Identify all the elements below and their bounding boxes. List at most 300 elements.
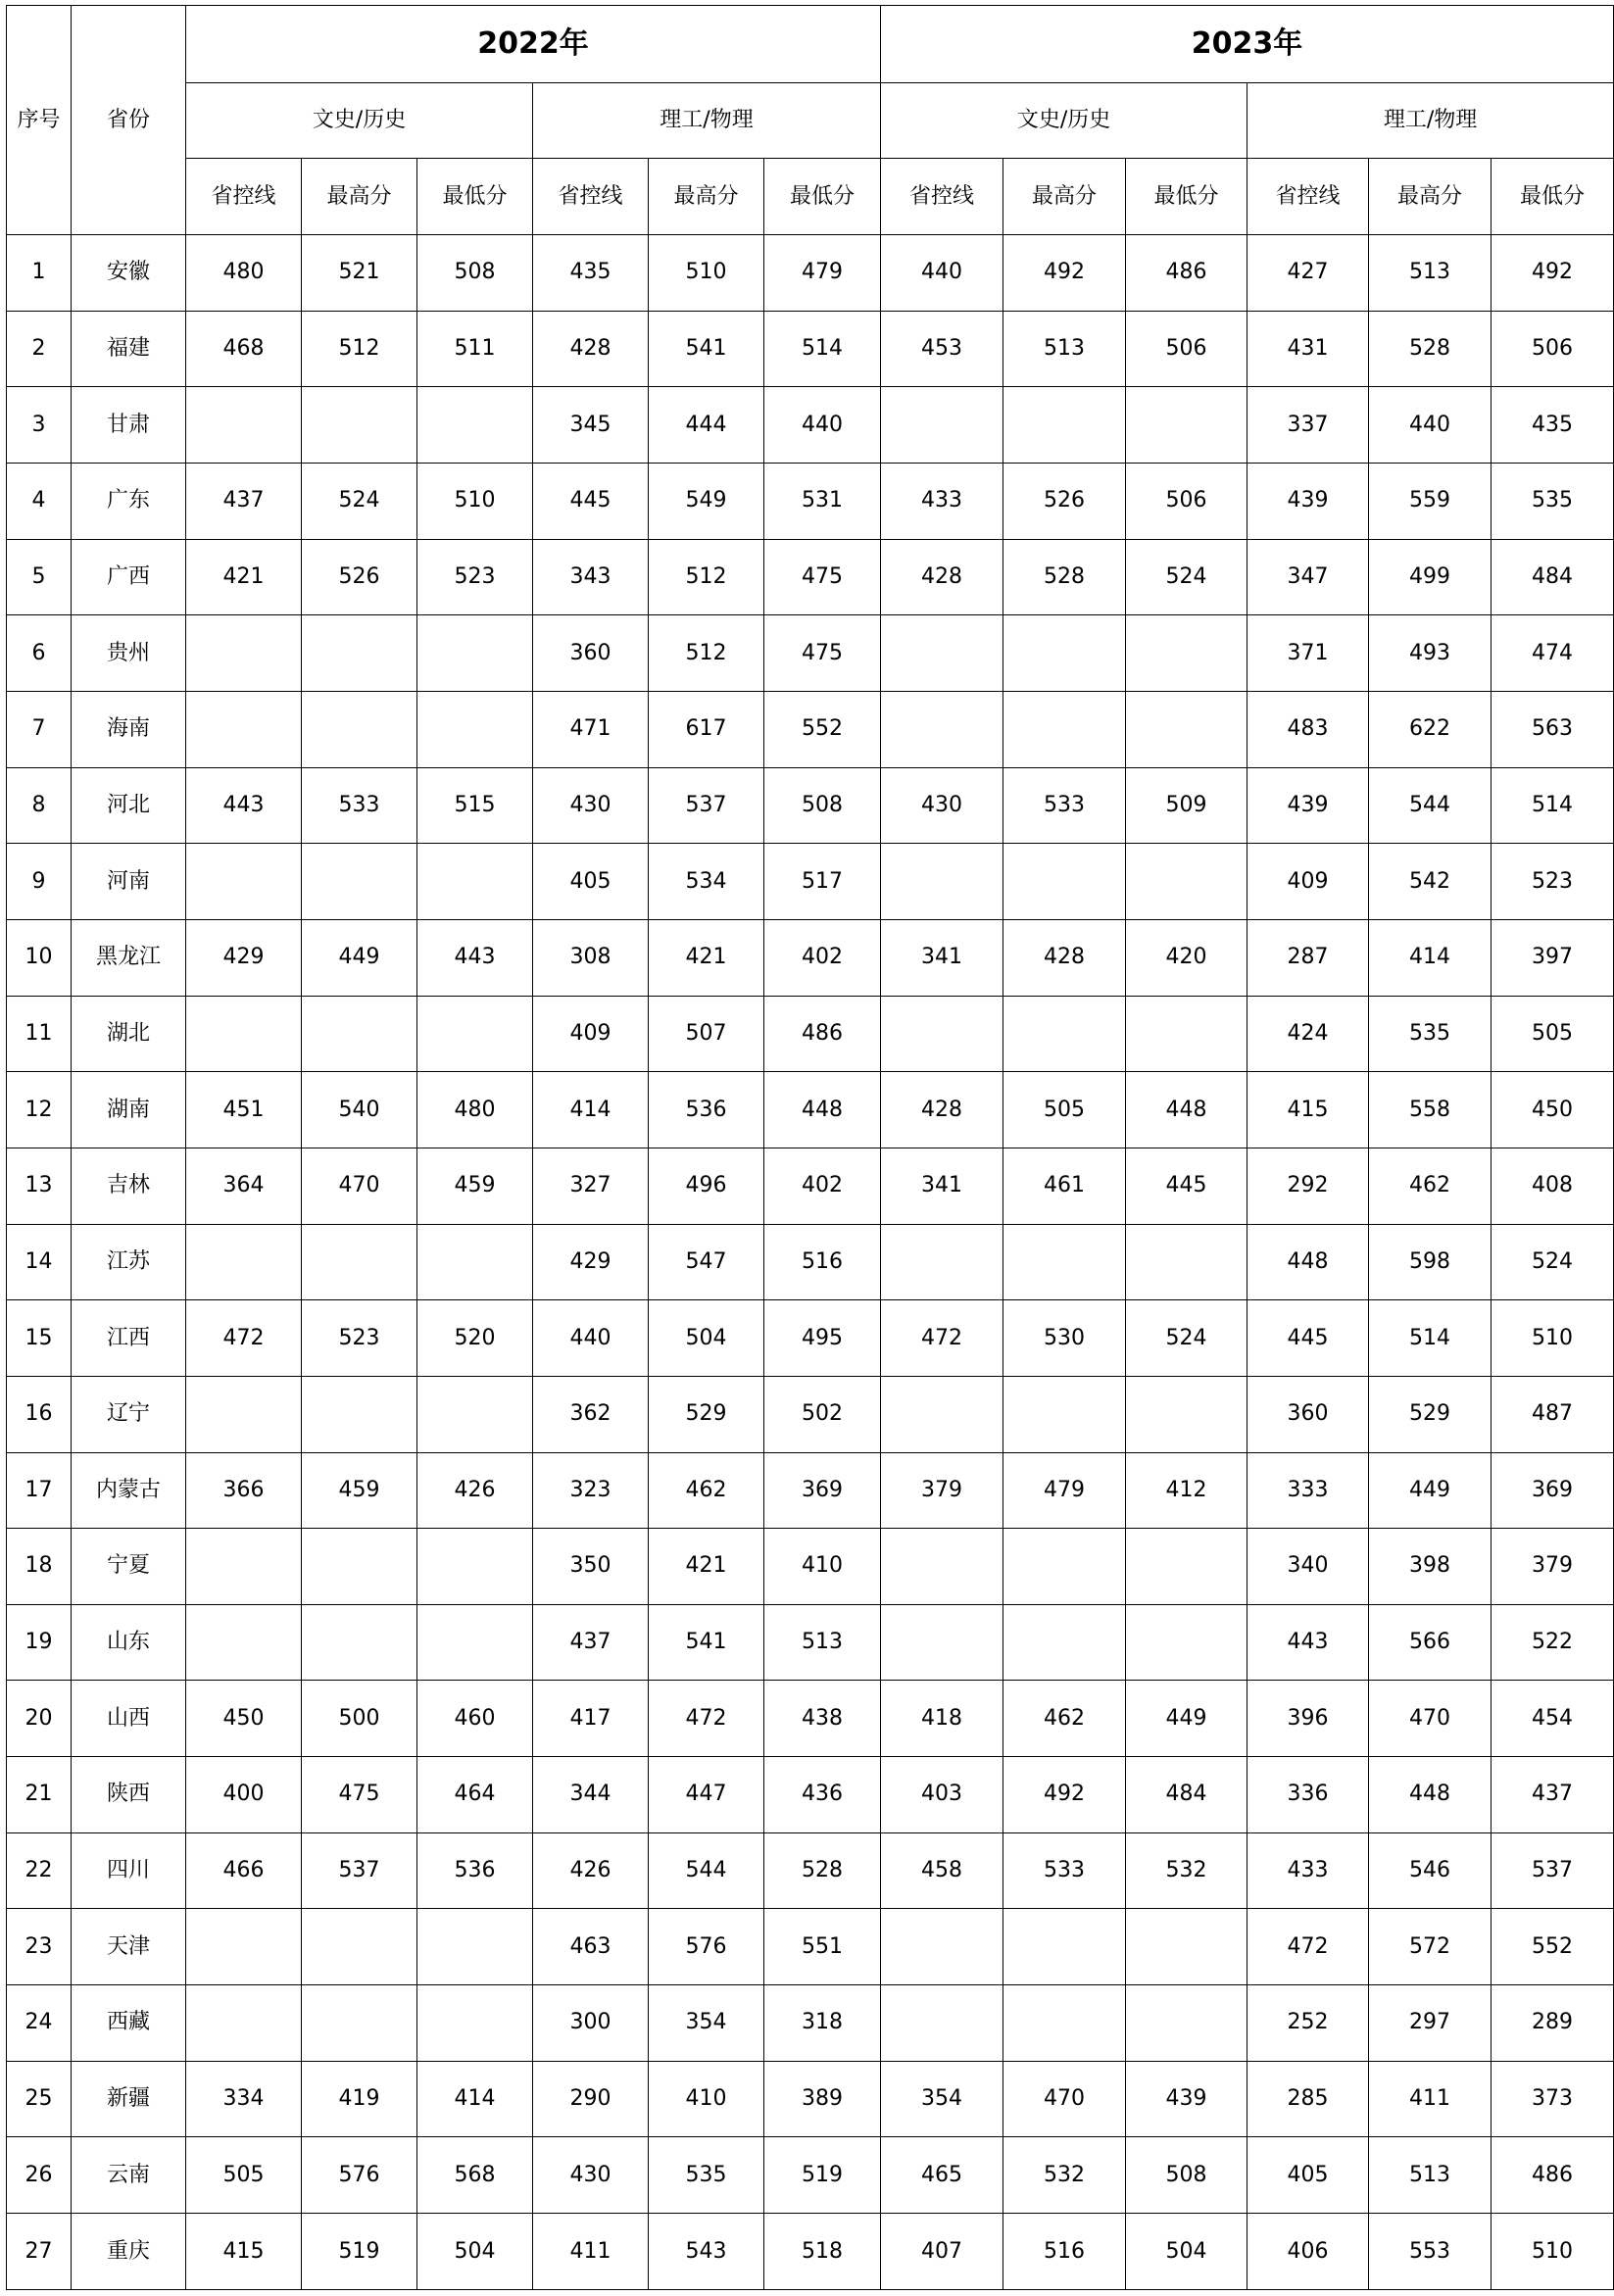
header-row-years: [7, 6, 1614, 83]
score-cell: [1126, 615, 1247, 692]
row-number: 8: [7, 767, 72, 844]
score-cell: 341: [881, 919, 1003, 996]
score-cell: 543: [649, 2214, 764, 2290]
score-cell: 443: [186, 767, 302, 844]
score-cell: 428: [881, 1072, 1003, 1148]
score-cell: 520: [417, 1300, 533, 1377]
score-cell: 508: [1126, 2137, 1247, 2214]
score-cell: 426: [533, 1832, 649, 1909]
row-province: 山东: [72, 1604, 186, 1681]
score-cell: 411: [533, 2214, 649, 2290]
score-cell: [1126, 1529, 1247, 1605]
row-province: 四川: [72, 1832, 186, 1909]
score-cell: [417, 691, 533, 767]
score-cell: [1003, 844, 1126, 920]
row-number: 15: [7, 1300, 72, 1377]
score-cell: 418: [881, 1681, 1003, 1757]
score-cell: 308: [533, 919, 649, 996]
score-cell: 472: [186, 1300, 302, 1377]
score-cell: 454: [1492, 1681, 1614, 1757]
row-number: 13: [7, 1148, 72, 1224]
table-row: [7, 1604, 1614, 1681]
row-number: 22: [7, 1832, 72, 1909]
score-cell: 410: [649, 2061, 764, 2137]
score-cell: 492: [1492, 235, 1614, 312]
score-cell: 409: [533, 996, 649, 1072]
score-cell: [186, 691, 302, 767]
score-cell: 287: [1247, 919, 1369, 996]
score-cell: 516: [764, 1224, 881, 1300]
row-province: 广东: [72, 463, 186, 539]
score-cell: 493: [1369, 615, 1492, 692]
score-cell: 552: [764, 691, 881, 767]
score-cell: 406: [1247, 2214, 1369, 2290]
score-cell: 504: [1126, 2214, 1247, 2290]
score-cell: 474: [1492, 615, 1614, 692]
score-cell: 437: [533, 1604, 649, 1681]
score-cell: 440: [764, 387, 881, 464]
row-province: 安徽: [72, 235, 186, 312]
row-province: 陕西: [72, 1757, 186, 1833]
table-row: [7, 1300, 1614, 1377]
score-cell: 521: [302, 235, 417, 312]
score-cell: 484: [1126, 1757, 1247, 1833]
score-cell: 535: [1369, 996, 1492, 1072]
score-cell: 515: [417, 767, 533, 844]
score-cell: 512: [302, 311, 417, 387]
score-cell: [302, 615, 417, 692]
score-cell: [417, 1376, 533, 1452]
table-row: [7, 1072, 1614, 1148]
score-cell: 534: [649, 844, 764, 920]
header-col: 省控线: [1247, 159, 1369, 235]
score-cell: 572: [1369, 1909, 1492, 1985]
score-cell: [1126, 1376, 1247, 1452]
row-number: 23: [7, 1909, 72, 1985]
row-province: 贵州: [72, 615, 186, 692]
score-cell: [1003, 1985, 1126, 2062]
score-cell: 439: [1247, 767, 1369, 844]
score-cell: 431: [1247, 311, 1369, 387]
row-number: 1: [7, 235, 72, 312]
score-cell: 450: [1492, 1072, 1614, 1148]
score-cell: [1003, 1376, 1126, 1452]
row-province: 福建: [72, 311, 186, 387]
row-province: 宁夏: [72, 1529, 186, 1605]
score-cell: [1126, 844, 1247, 920]
table-row: [7, 1452, 1614, 1529]
score-cell: [417, 615, 533, 692]
score-cell: 523: [1492, 844, 1614, 920]
score-cell: 369: [764, 1452, 881, 1529]
score-cell: [1126, 1224, 1247, 1300]
table-row: [7, 1148, 1614, 1224]
score-cell: 519: [764, 2137, 881, 2214]
row-number: 11: [7, 996, 72, 1072]
header-track-2023-physics: 理工/物理: [1247, 83, 1614, 159]
score-cell: 518: [764, 2214, 881, 2290]
score-cell: 336: [1247, 1757, 1369, 1833]
score-cell: 533: [1003, 767, 1126, 844]
score-cell: 459: [302, 1452, 417, 1529]
score-cell: [186, 615, 302, 692]
score-cell: 512: [649, 615, 764, 692]
score-cell: 444: [649, 387, 764, 464]
score-cell: 486: [764, 996, 881, 1072]
score-cell: 420: [1126, 919, 1247, 996]
score-cell: 475: [764, 615, 881, 692]
score-cell: 433: [1247, 1832, 1369, 1909]
score-cell: 360: [1247, 1376, 1369, 1452]
header-col: 最低分: [1126, 159, 1247, 235]
score-cell: [1003, 1604, 1126, 1681]
score-cell: 576: [649, 1909, 764, 1985]
score-cell: 535: [1492, 463, 1614, 539]
score-cell: 549: [649, 463, 764, 539]
header-col: 最高分: [1003, 159, 1126, 235]
score-cell: 568: [417, 2137, 533, 2214]
score-cell: 480: [186, 235, 302, 312]
score-cell: 369: [1492, 1452, 1614, 1529]
score-cell: 510: [1492, 1300, 1614, 1377]
score-cell: 507: [649, 996, 764, 1072]
score-cell: 514: [1492, 767, 1614, 844]
score-cell: 366: [186, 1452, 302, 1529]
score-cell: 440: [1369, 387, 1492, 464]
row-number: 6: [7, 615, 72, 692]
score-cell: 559: [1369, 463, 1492, 539]
score-cell: 379: [1492, 1529, 1614, 1605]
score-cell: 504: [417, 2214, 533, 2290]
score-cell: 327: [533, 1148, 649, 1224]
row-number: 16: [7, 1376, 72, 1452]
score-cell: 470: [1369, 1681, 1492, 1757]
score-cell: 427: [1247, 235, 1369, 312]
score-cell: 475: [302, 1757, 417, 1833]
score-cell: 470: [1003, 2061, 1126, 2137]
row-province: 黑龙江: [72, 919, 186, 996]
table-row: [7, 1757, 1614, 1833]
score-cell: 558: [1369, 1072, 1492, 1148]
score-cell: 472: [649, 1681, 764, 1757]
score-cell: 523: [302, 1300, 417, 1377]
score-cell: 528: [1003, 539, 1126, 615]
score-cell: 362: [533, 1376, 649, 1452]
score-cell: 300: [533, 1985, 649, 2062]
score-cell: 289: [1492, 1985, 1614, 2062]
score-cell: 440: [533, 1300, 649, 1377]
score-cell: 519: [302, 2214, 417, 2290]
row-province: 江西: [72, 1300, 186, 1377]
score-cell: [881, 1604, 1003, 1681]
score-cell: [881, 387, 1003, 464]
header-col: 最高分: [1369, 159, 1492, 235]
score-cell: 443: [417, 919, 533, 996]
score-cell: 500: [302, 1681, 417, 1757]
score-cell: [1003, 1529, 1126, 1605]
score-cell: 429: [186, 919, 302, 996]
score-cell: 430: [533, 767, 649, 844]
score-cell: [302, 1529, 417, 1605]
score-cell: [1126, 691, 1247, 767]
table-row: [7, 1681, 1614, 1757]
score-cell: 407: [881, 2214, 1003, 2290]
score-cell: 529: [649, 1376, 764, 1452]
score-cell: 464: [417, 1757, 533, 1833]
score-cell: 396: [1247, 1681, 1369, 1757]
score-cell: [881, 615, 1003, 692]
score-cell: 510: [1492, 2214, 1614, 2290]
row-province: 广西: [72, 539, 186, 615]
header-track-2022-history: 文史/历史: [186, 83, 533, 159]
score-cell: [417, 844, 533, 920]
score-cell: 492: [1003, 235, 1126, 312]
score-cell: 530: [1003, 1300, 1126, 1377]
row-province: 重庆: [72, 2214, 186, 2290]
score-cell: 436: [764, 1757, 881, 1833]
score-cell: [417, 1529, 533, 1605]
score-cell: 435: [1492, 387, 1614, 464]
header-row-columns: [7, 159, 1614, 235]
row-number: 21: [7, 1757, 72, 1833]
score-cell: 445: [1126, 1148, 1247, 1224]
score-cell: 513: [1369, 2137, 1492, 2214]
row-province: 山西: [72, 1681, 186, 1757]
score-cell: 480: [417, 1072, 533, 1148]
row-number: 18: [7, 1529, 72, 1605]
score-cell: [302, 1909, 417, 1985]
score-cell: 445: [533, 463, 649, 539]
score-cell: [302, 1224, 417, 1300]
score-cell: 402: [764, 1148, 881, 1224]
score-cell: 414: [533, 1072, 649, 1148]
score-cell: [881, 1224, 1003, 1300]
score-cell: 510: [649, 235, 764, 312]
row-province: 江苏: [72, 1224, 186, 1300]
table-body: [7, 235, 1614, 2290]
score-cell: 472: [881, 1300, 1003, 1377]
score-cell: 547: [649, 1224, 764, 1300]
score-cell: 526: [302, 539, 417, 615]
row-number: 17: [7, 1452, 72, 1529]
score-cell: 417: [533, 1681, 649, 1757]
score-cell: 513: [764, 1604, 881, 1681]
score-cell: 337: [1247, 387, 1369, 464]
table-row: [7, 235, 1614, 312]
score-cell: 492: [1003, 1757, 1126, 1833]
score-cell: 428: [533, 311, 649, 387]
score-cell: 350: [533, 1529, 649, 1605]
header-col: 省控线: [533, 159, 649, 235]
table-row: [7, 463, 1614, 539]
header-year-2022: 2022年: [186, 6, 881, 83]
score-cell: 334: [186, 2061, 302, 2137]
score-cell: 414: [1369, 919, 1492, 996]
score-cell: 408: [1492, 1148, 1614, 1224]
score-cell: 479: [1003, 1452, 1126, 1529]
score-cell: 526: [1003, 463, 1126, 539]
score-cell: 516: [1003, 2214, 1126, 2290]
score-cell: 541: [649, 1604, 764, 1681]
score-cell: [302, 996, 417, 1072]
score-cell: 430: [533, 2137, 649, 2214]
score-cell: [186, 387, 302, 464]
score-cell: 506: [1492, 311, 1614, 387]
score-cell: 373: [1492, 2061, 1614, 2137]
score-cell: 354: [649, 1985, 764, 2062]
score-cell: [881, 1376, 1003, 1452]
score-cell: 443: [1247, 1604, 1369, 1681]
score-cell: 508: [417, 235, 533, 312]
score-cell: 509: [1126, 767, 1247, 844]
row-number: 20: [7, 1681, 72, 1757]
score-cell: [881, 1909, 1003, 1985]
score-cell: 290: [533, 2061, 649, 2137]
score-cell: 411: [1369, 2061, 1492, 2137]
score-cell: 532: [1003, 2137, 1126, 2214]
score-cell: 458: [881, 1832, 1003, 1909]
score-cell: [881, 1985, 1003, 2062]
header-year-2023: 2023年: [881, 6, 1614, 83]
header-col: 最高分: [302, 159, 417, 235]
score-cell: 414: [417, 2061, 533, 2137]
score-cell: 486: [1126, 235, 1247, 312]
score-cell: 451: [186, 1072, 302, 1148]
score-cell: 468: [186, 311, 302, 387]
score-cell: [302, 1604, 417, 1681]
score-cell: 439: [1247, 463, 1369, 539]
score-cell: 424: [1247, 996, 1369, 1072]
row-number: 2: [7, 311, 72, 387]
score-cell: 430: [881, 767, 1003, 844]
header-track-2022-physics: 理工/物理: [533, 83, 881, 159]
score-cell: 531: [764, 463, 881, 539]
table-row: [7, 767, 1614, 844]
score-cell: 421: [649, 919, 764, 996]
score-cell: 449: [1369, 1452, 1492, 1529]
score-cell: 506: [1126, 311, 1247, 387]
row-province: 天津: [72, 1909, 186, 1985]
row-province: 甘肃: [72, 387, 186, 464]
score-cell: 470: [302, 1148, 417, 1224]
score-cell: [881, 691, 1003, 767]
score-cell: 437: [1492, 1757, 1614, 1833]
score-cell: [417, 1604, 533, 1681]
score-cell: 412: [1126, 1452, 1247, 1529]
score-cell: 471: [533, 691, 649, 767]
score-cell: [881, 844, 1003, 920]
score-cell: 540: [302, 1072, 417, 1148]
row-province: 海南: [72, 691, 186, 767]
table-row: [7, 2061, 1614, 2137]
score-cell: 343: [533, 539, 649, 615]
score-cell: 504: [649, 1300, 764, 1377]
score-cell: 292: [1247, 1148, 1369, 1224]
score-cell: 347: [1247, 539, 1369, 615]
header-seq: 序号: [7, 6, 72, 235]
score-cell: [1126, 387, 1247, 464]
score-cell: 505: [186, 2137, 302, 2214]
score-cell: 460: [417, 1681, 533, 1757]
score-cell: 544: [649, 1832, 764, 1909]
score-cell: 544: [1369, 767, 1492, 844]
score-cell: 483: [1247, 691, 1369, 767]
score-cell: 495: [764, 1300, 881, 1377]
row-number: 9: [7, 844, 72, 920]
score-cell: 517: [764, 844, 881, 920]
score-cell: 505: [1492, 996, 1614, 1072]
score-cell: [1126, 1909, 1247, 1985]
score-cell: 318: [764, 1985, 881, 2062]
score-cell: 508: [764, 767, 881, 844]
score-cell: 449: [1126, 1681, 1247, 1757]
row-province: 吉林: [72, 1148, 186, 1224]
score-cell: [186, 996, 302, 1072]
header-col: 省控线: [186, 159, 302, 235]
score-cell: 379: [881, 1452, 1003, 1529]
score-cell: 524: [1492, 1224, 1614, 1300]
row-number: 10: [7, 919, 72, 996]
score-cell: 511: [417, 311, 533, 387]
score-cell: 426: [417, 1452, 533, 1529]
score-cell: 360: [533, 615, 649, 692]
header-col: 最低分: [1492, 159, 1614, 235]
header-col: 最低分: [417, 159, 533, 235]
score-cell: 400: [186, 1757, 302, 1833]
score-cell: [186, 1376, 302, 1452]
score-cell: 439: [1126, 2061, 1247, 2137]
score-cell: 466: [186, 1832, 302, 1909]
score-cell: 449: [302, 919, 417, 996]
score-cell: 529: [1369, 1376, 1492, 1452]
row-number: 3: [7, 387, 72, 464]
row-number: 19: [7, 1604, 72, 1681]
score-cell: 514: [1369, 1300, 1492, 1377]
score-cell: 437: [186, 463, 302, 539]
score-cell: 535: [649, 2137, 764, 2214]
score-cell: 553: [1369, 2214, 1492, 2290]
score-cell: 405: [533, 844, 649, 920]
score-cell: 297: [1369, 1985, 1492, 2062]
score-cell: 536: [417, 1832, 533, 1909]
score-cell: [1126, 996, 1247, 1072]
score-cell: 340: [1247, 1529, 1369, 1605]
score-cell: [417, 387, 533, 464]
score-cell: 465: [881, 2137, 1003, 2214]
score-cell: [186, 844, 302, 920]
score-cell: 448: [764, 1072, 881, 1148]
score-cell: 551: [764, 1909, 881, 1985]
row-number: 26: [7, 2137, 72, 2214]
score-cell: 409: [1247, 844, 1369, 920]
score-cell: 419: [302, 2061, 417, 2137]
row-province: 新疆: [72, 2061, 186, 2137]
table-row: [7, 539, 1614, 615]
score-cell: 502: [764, 1376, 881, 1452]
header-track-2023-history: 文史/历史: [881, 83, 1247, 159]
score-cell: 389: [764, 2061, 881, 2137]
score-cell: 461: [1003, 1148, 1126, 1224]
score-cell: 285: [1247, 2061, 1369, 2137]
score-cell: 528: [1369, 311, 1492, 387]
score-cell: 435: [533, 235, 649, 312]
score-cell: 528: [764, 1832, 881, 1909]
row-number: 27: [7, 2214, 72, 2290]
score-cell: [302, 691, 417, 767]
table-row: [7, 1529, 1614, 1605]
table-row: [7, 691, 1614, 767]
score-cell: 405: [1247, 2137, 1369, 2214]
